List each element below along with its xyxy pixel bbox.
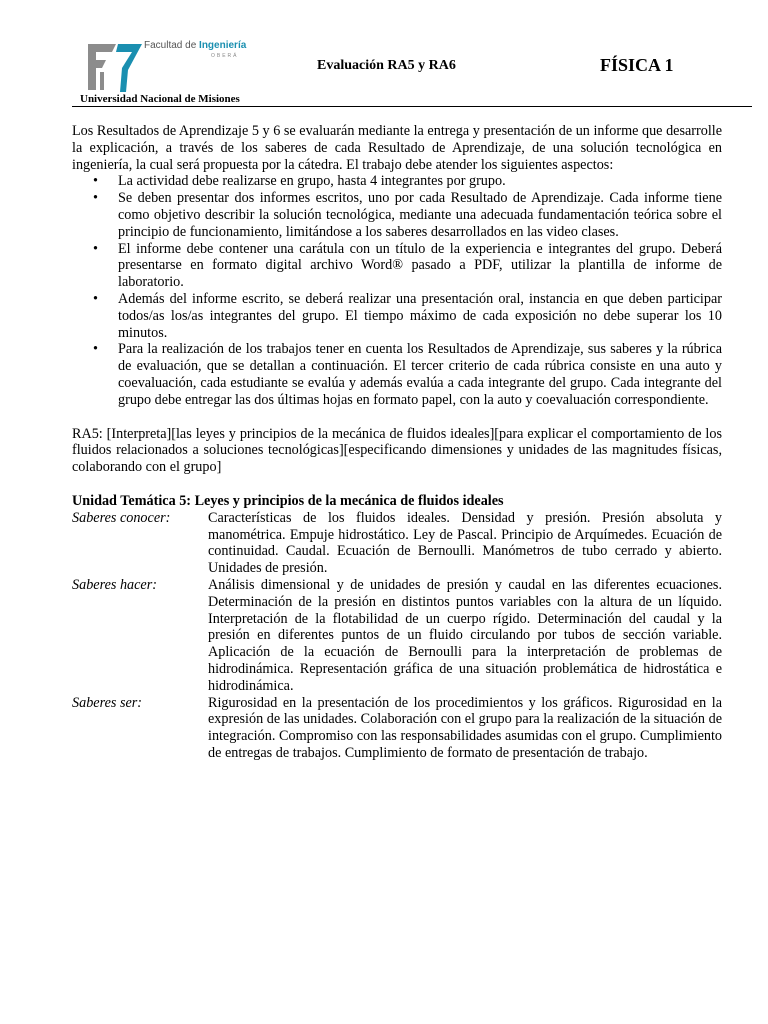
- unit-title: Unidad Temática 5: Leyes y principios de la mecánica de fluidos ideales: [72, 492, 504, 509]
- list-item: [72, 291, 722, 341]
- faculty-logo: [86, 40, 246, 98]
- logo-faculty-text: [144, 40, 246, 51]
- document-body: [72, 123, 722, 762]
- saberes-row: [72, 510, 722, 577]
- fi-logo-icon: [86, 40, 146, 98]
- saberes-row: [72, 695, 722, 762]
- university-name: Universidad Nacional de Misiones: [80, 93, 240, 105]
- list-item: [72, 241, 722, 291]
- saberes-label: Saberes hacer:: [72, 576, 157, 593]
- unit-section: [72, 493, 722, 762]
- subject-title: FÍSICA 1: [600, 55, 674, 75]
- bullet-icon: •: [93, 240, 98, 257]
- logo-faculty-name: Ingeniería: [199, 40, 247, 51]
- list-item: [72, 190, 722, 240]
- list-item-text: La actividad debe realizarse en grupo, hasta 4 integrantes por grupo.: [118, 173, 506, 190]
- bullet-icon: •: [93, 290, 98, 307]
- bullet-icon: •: [93, 190, 98, 207]
- saberes-text: Características de los fluidos ideales. Densidad y presión. Presión absoluta y manométrica. Empuje hidrostático. Ley de Pascal. Principio de Arquímedes. Ecuación de continuidad. Caudal. Ecuación de Bernoulli. Manómetros de tubo cerrado y abierto. Unidades de presión.: [208, 509, 722, 577]
- intro-paragraph: Los Resultados de Aprendizaje 5 y 6 se evaluarán mediante la entrega y presentación de un informe que desarrolle la explicación, a través de los saberes de cada Resultado de Aprendizaje, de una solución tecnológica en ingeniería, la cual será propuesta por la cátedra. El trabajo debe atender los siguientes aspectos:: [72, 123, 722, 173]
- list-item: [72, 173, 722, 190]
- logo-faculty-prefix: Facultad de: [144, 40, 200, 51]
- saberes-label: Saberes conocer:: [72, 509, 171, 526]
- list-item: [72, 341, 722, 408]
- saberes-row: [72, 577, 722, 695]
- aspects-list: [72, 173, 722, 408]
- saberes-text: Rigurosidad en la presentación de los procedimientos y los gráficos. Rigurosidad en la expresión de las unidades. Colaboración con el grupo para la realización de la situación de integración. Compromiso con las responsabilidades asumidas con el grupo. Cumplimiento de entregas de trabajos. Cumplimiento de formato de presentación de trabajo.: [208, 694, 722, 761]
- evaluation-title: Evaluación RA5 y RA6: [317, 58, 456, 73]
- bullet-icon: •: [93, 173, 98, 190]
- saberes-text: Análisis dimensional y de unidades de presión y caudal en las diferentes ecuaciones. Determinación de la presión en distintos puntos variables con la altura de un líquido. Interpretación de la flotabilidad de un cuerpo rígido. Determinación del caudal y la presión en diferentes puntos de un fluido circulando por tubos de sección variable. Aplicación de la ecuación de Bernoulli para la interpretación de problemas de hidrodinámica. Representación gráfica de una situación problemática de hidrostática e hidrodinámica.: [208, 576, 722, 694]
- bullet-icon: •: [93, 341, 98, 358]
- logo-location: OBERÁ: [211, 53, 239, 59]
- saberes-label: Saberes ser:: [72, 694, 143, 711]
- list-item-text: El informe debe contener una carátula con un título de la experiencia e integrantes del grupo. Deberá presentarse en formato digital archivo Word® pasado a PDF, utilizar la plantilla de informe de laboratorio.: [118, 240, 722, 291]
- header-divider: [72, 106, 752, 107]
- list-item-text: Se deben presentar dos informes escritos, uno por cada Resultado de Aprendizaje. Cada informe tiene como objetivo describir la solución tecnológica, mediante una adecuada fundamentación teórica sobre el principio de funcionamiento, limitándose a los saberes desarrollados en las video clases.: [118, 190, 722, 240]
- list-item-text: Para la realización de los trabajos tener en cuenta los Resultados de Aprendizaje, sus saberes y la rúbrica de evaluación, que se detallan a continuación. El tercer criterio de cada rúbrica consiste en una auto y coevaluación, cada estudiante se evalúa y además evalúa a cada integrante del grupo. Cada integrante del grupo debe entregar las dos últimas hojas en formato papel, con la auto y coevaluación correspondiente.: [118, 341, 722, 408]
- page-header: [72, 38, 752, 108]
- ra5-statement: RA5: [Interpreta][las leyes y principios de la mecánica de fluidos ideales][para explicar el comportamiento de los fluidos relacionados a soluciones tecnológicas][especificando dimensiones y unidades de las magnitudes físicas, colaborando con el grupo]: [72, 425, 722, 476]
- list-item-text: Además del informe escrito, se deberá realizar una presentación oral, instancia en que deben participar todos/as los/as integrantes del grupo. El tiempo máximo de cada exposición no debe superar los 10 minutos.: [118, 290, 722, 341]
